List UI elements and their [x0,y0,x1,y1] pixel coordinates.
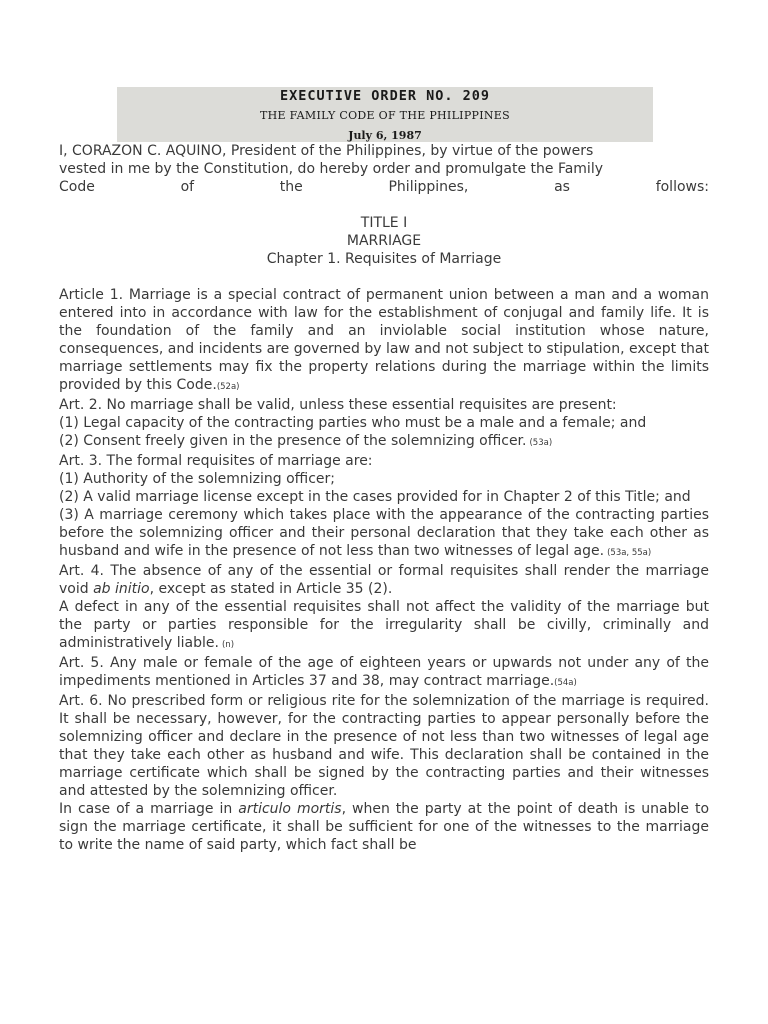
executive-order-title: EXECUTIVE ORDER NO. 209 [280,88,490,104]
source-reference: (52a) [216,382,240,392]
preamble-line: vested in me by the Constitution, do hereby order and promulgate the Family [59,161,603,177]
article-6-paragraph [59,800,709,854]
document-date: July 6, 1987 [348,129,422,142]
article-text: , when the party at the point of death is unable to sign the marriage certificate, it shall be sufficient for one of the witnesses to the marriage to write the name of said party, which fact shall be [59,801,710,853]
source-reference: (n) [221,640,235,650]
source-reference: (54a) [554,678,577,688]
preamble-line: Code of the Philippines, as follows: [59,179,709,195]
article-2-item: (1) Legal capacity of the contracting parties who must be a male and a female; and [59,415,647,431]
document-body [59,142,709,854]
source-reference: (53a, 55a) [607,548,652,558]
subject-heading: MARRIAGE [346,233,422,249]
article-text: , except as stated in Article 35 (2). [149,581,393,597]
chapter-heading: Chapter 1. Requisites of Marriage [266,251,502,267]
article-4 [59,562,709,598]
article-3: Art. 3. The formal requisites of marriage are: [59,453,373,469]
article-3-item: (1) Authority of the solemnizing officer; [59,471,335,487]
article-text: Art. 4. The absence of any of the essential or formal requisites shall render the marriage void [59,563,709,597]
article-text: Article 1. Marriage is a special contract of permanent union between a man and a woman entered into in accordance with law for the establishment of conjugal and family life. It is the foundation of the family and an inviolable social institution whose nature, consequences, and incidents are governed by law and not subject to stipulation, except that marriage settlements may fix the property relations during the marriage within the limits provided by this Code. [59,287,709,393]
article-text: A defect in any of the essential requisites shall not affect the validity of the marriage but the party or parties responsible for the irregularity shall be civilly, criminally and administratively liable. [59,599,709,651]
article-2: Art. 2. No marriage shall be valid, unless these essential requisites are present: [59,397,617,413]
article-3-item [59,506,709,562]
article-3-item: (2) A valid marriage license except in the cases provided for in Chapter 2 of this Title; and [59,489,691,505]
article-text: (2) Consent freely given in the presence of the solemnizing officer. [59,433,527,449]
latin-term: articulo mortis [238,801,342,817]
article-2-item [59,432,709,452]
preamble-line: I, CORAZON C. AQUINO, President of the Philippines, by virtue of the powers [59,143,594,159]
article-4-paragraph [59,598,709,654]
article-text: (3) A marriage ceremony which takes place with the appearance of the contracting parties before the solemnizing officer and their personal declaration that they take each other as husband and wife in the presence of not less than two witnesses of legal age. [59,507,709,559]
title-heading: TITLE I [360,215,408,231]
article-1 [59,286,709,396]
article-text: In case of a marriage in [59,801,233,817]
article-text: Art. 5. Any male or female of the age of eighteen years or upwards not under any of the impediments mentioned in Articles 37 and 38, may contract marriage. [59,655,709,689]
article-6: Art. 6. No prescribed form or religious rite for the solemnization of the marriage is required. It shall be necessary, however, for the contracting parties to appear personally before the solemnizing officer and declare in the presence of not less than two witnesses of legal age that they take each other as husband and wife. This declaration shall be contained in the marriage certificate which shall be signed by the contracting parties and their witnesses and attested by the solemnizing officer. [59,693,709,799]
source-reference: (53a) [529,438,553,448]
article-5 [59,654,709,692]
document-subtitle: THE FAMILY CODE OF THE PHILIPPINES [260,109,510,122]
latin-term: ab initio [93,581,150,597]
